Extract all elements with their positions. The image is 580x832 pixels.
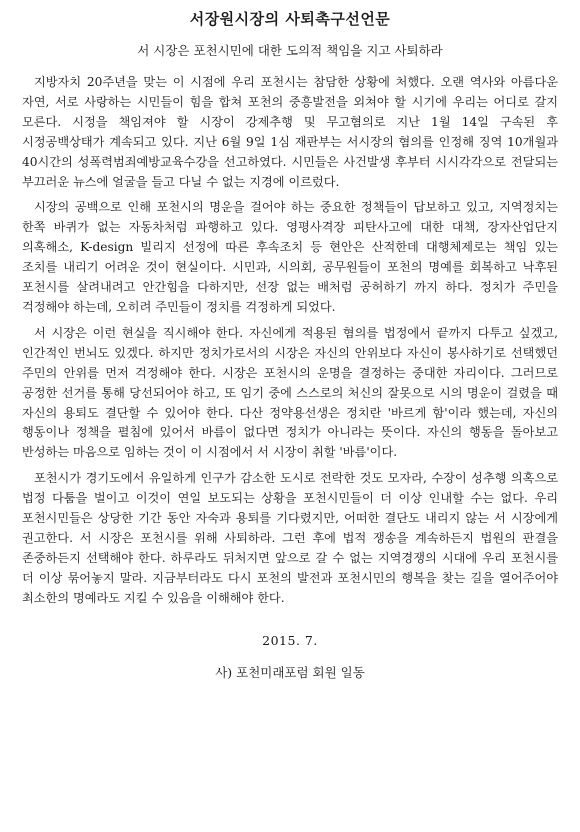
document-title: 서장원시장의 사퇴촉구선언문 [189, 10, 391, 28]
paragraph-2: 시장의 공백으로 인해 포천시의 명운을 걸어야 하는 중요한 정책들이 답보하고 있고, 지역정치는 한쪽 바퀴가 없는 자동차처럼 파행하고 있다. 영평사격장 피탄사고에 대한 대책, 장자산업단지 의혹해소, K-design 빌리지 선정에 따른 후속조치 등 현안은 산적한데 대행체제로는 책임 있는 조치를 내리기 어려운 것이 현실이다. 시민과, 시의회, 공무원들이 포천의 명예를 회복하고 낙후된 포천시를 살려내려고 안간힘을 다하지만, 선장 없는 배처럼 공허하기 까지 하다. 정치가 주민을 걱정해야 하는데, 오히려 주민들이 정치를 걱정하게 되었다. [22, 200, 558, 314]
document-signature: 사) 포천미래포럼 회원 일동 [215, 664, 365, 680]
document-body [22, 73, 558, 609]
document-subtitle: 서 시장은 포천시민에 대한 도의적 책임을 지고 사퇴하라 [137, 43, 443, 58]
document-date: 2015. 7. [262, 632, 318, 648]
paragraph-4: 포천시가 경기도에서 유일하게 인구가 감소한 도시로 전락한 것도 모자라, 수장이 성추행 의혹으로 법정 다툼을 벌이고 이것이 연일 보도되는 상황을 포천시민들이 더 이상 인내할 수는 없다. 우리 포천시민들은 상당한 기간 동안 자숙과 용퇴를 기다렸지만, 어떠한 결단도 내리지 않는 서 시장에게 권고한다. 서 시장은 포천시를 위해 사퇴하라. 그런 후에 법적 쟁송을 계속하든지 법원의 판결을 존중하든지 선택해야 한다. 하루라도 뒤처지면 앞으로 갈 수 없는 지역경쟁의 시대에 우리 포천시를 더 이상 묶어놓지 말라. 지금부터라도 다시 포천의 발전과 포천시민의 행복을 찾는 길을 열어주어야 최소한의 명예라도 지킬 수 있음을 이해해야 한다. [22, 471, 558, 605]
paragraph-1: 지방자치 20주년을 맞는 이 시점에 우리 포천시는 참담한 상황에 처했다. 오랜 역사와 아름다운 자연, 서로 사랑하는 시민들이 힘을 합쳐 포천의 중흥발전을 외쳐야 할 시기에 우리는 어디로 갈지 모른다. 시정을 책임져야 할 시장이 강제추행 및 무고혐의로 지난 1월 14일 구속된 후 시정공백상태가 계속되고 있다. 지난 6월 9일 1심 재판부는 서시장의 혐의를 인정해 징역 10개월과 40시간의 성폭력범죄예방교육수강을 선고하였다. 시민들은 사건발생 후부터 시시각각으로 전달되는 부끄러운 뉴스에 얼굴을 들고 다닐 수 없는 지경에 이르렀다. [22, 75, 558, 189]
paragraph-3: 서 시장은 이런 현실을 직시해야 한다. 자신에게 적용된 혐의를 법정에서 끝까지 다투고 싶겠고, 인간적인 번뇌도 있겠다. 하지만 정치가로서의 시장은 자신의 안위보다 자신이 봉사하기로 선택했던 주민의 안위를 먼저 걱정해야 한다. 시장은 포천시의 운명을 결정하는 중대한 자리이다. 그러므로 공정한 선거를 통해 당선되어야 하고, 또 임기 중에 스스로의 처신의 잘못으로 시의 명운이 걸렸을 때 자신의 용퇴도 결단할 수 있어야 한다. 다산 정약용선생은 정치란 '바르게 함'이라 했는데, 자신의 행동이나 정책을 펼침에 있어서 바름이 없다면 정치가 아니라는 뜻이다. 자신의 행동을 돌아보고 반성하는 마음으로 임하는 것이 이 시점에서 서 시장이 취할 '바름'이다. [22, 325, 558, 460]
